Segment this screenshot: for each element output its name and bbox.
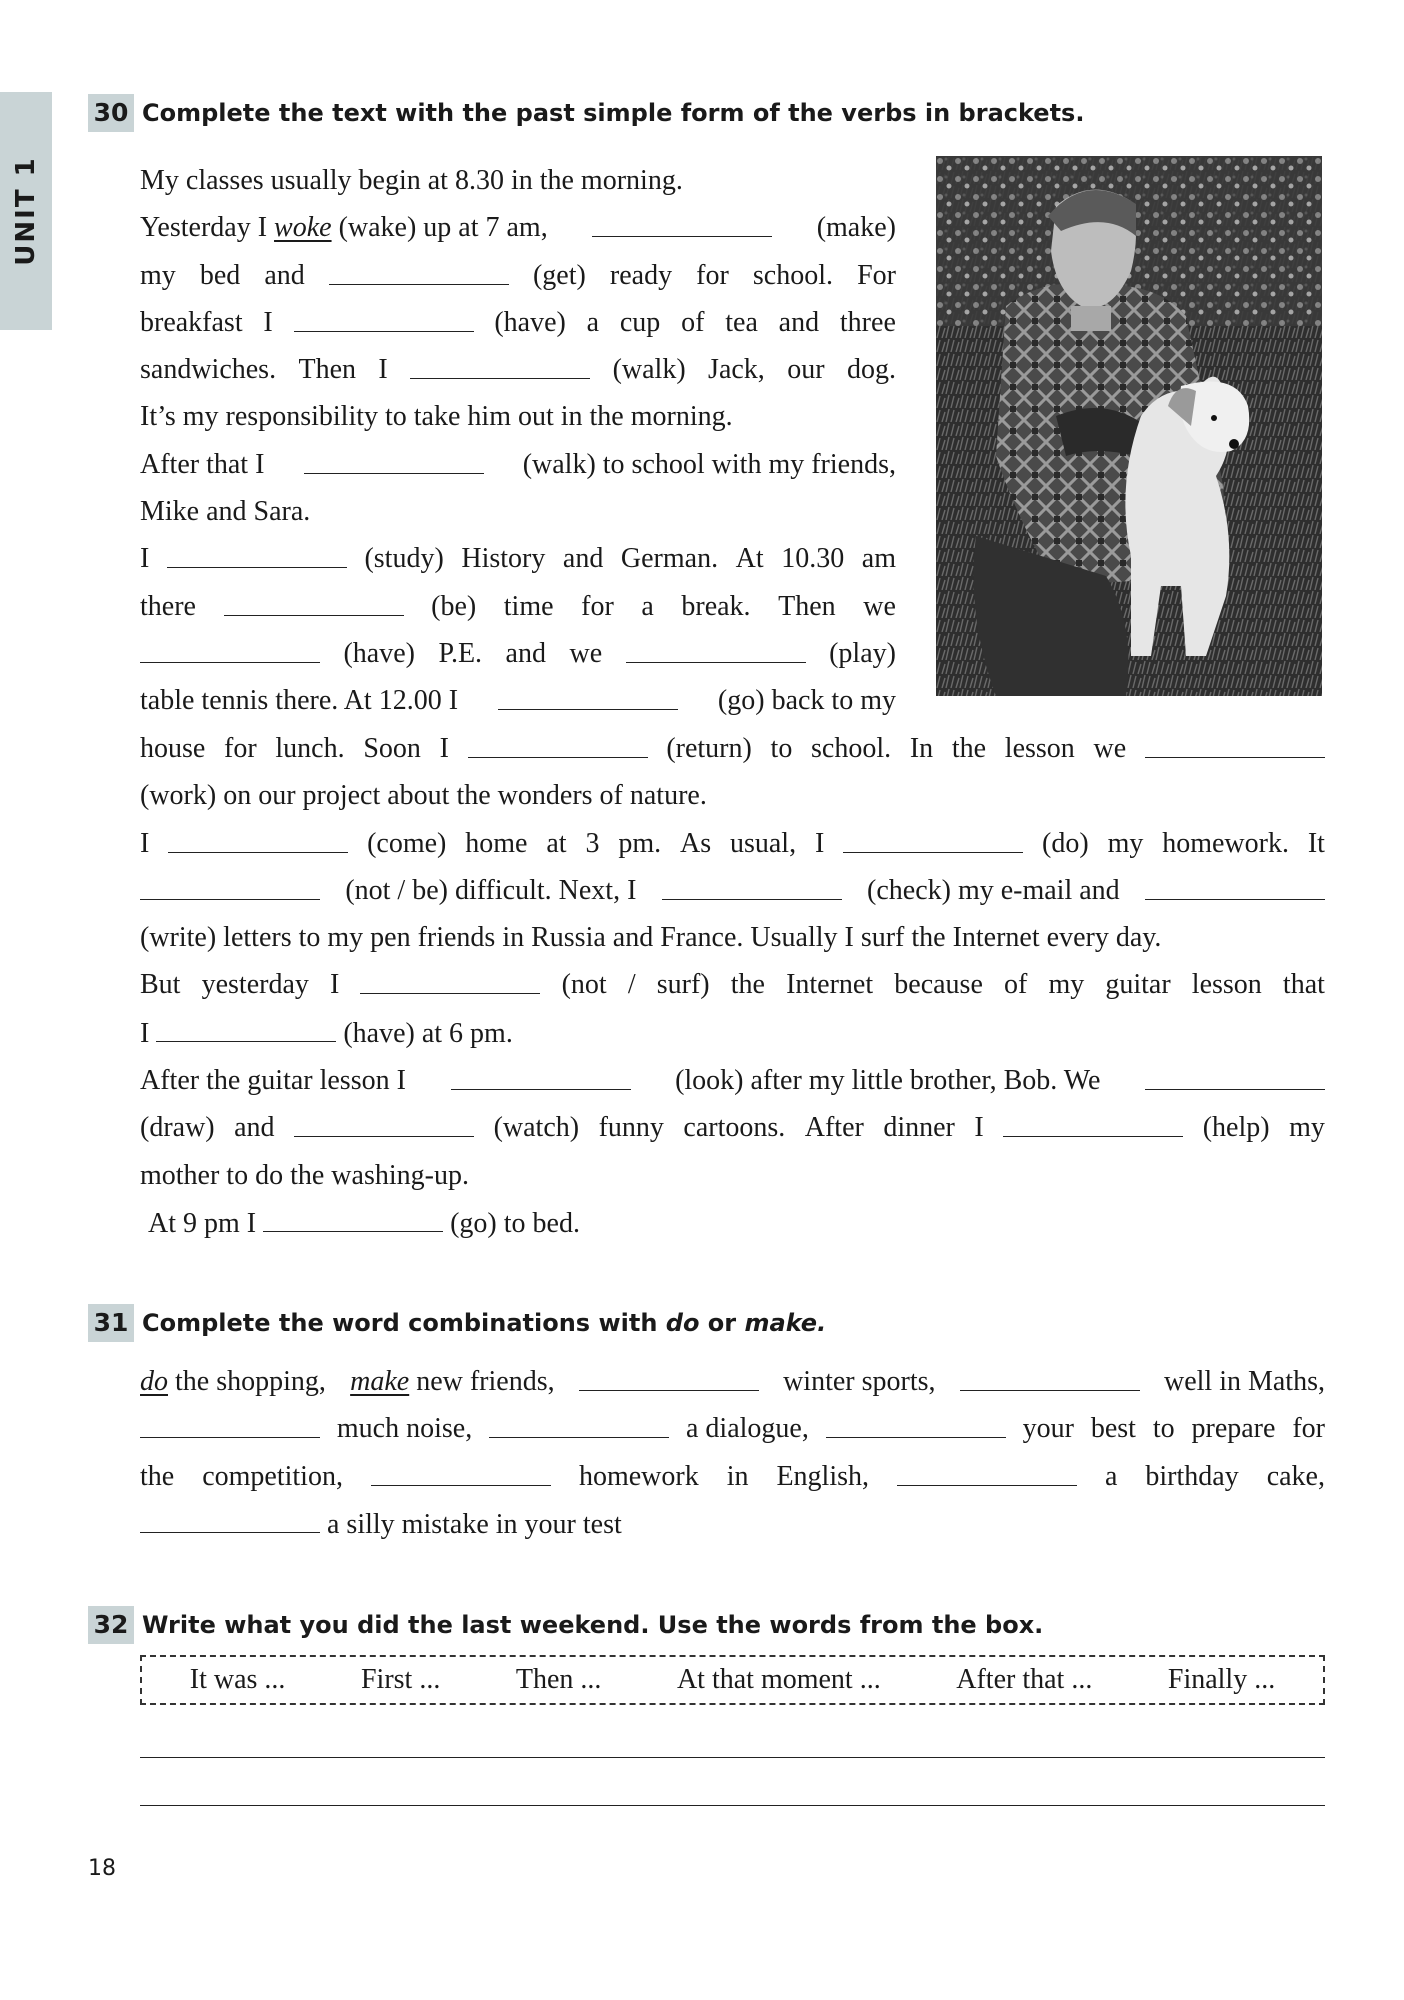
- exercise-31-text: [140, 1358, 1325, 1548]
- answer-blank[interactable]: [826, 1405, 1006, 1438]
- text-word: and: [264, 259, 305, 291]
- text-word: In: [909, 733, 934, 764]
- answer-blank[interactable]: [304, 441, 484, 474]
- instruction-keyword-do: do: [665, 1309, 700, 1337]
- text-word: my: [1107, 827, 1144, 859]
- text-line: [140, 393, 896, 440]
- text-line: [140, 346, 896, 393]
- text-word: breakfast: [140, 306, 243, 338]
- text-word: for: [696, 259, 729, 291]
- text-line: [140, 1009, 1325, 1057]
- text-word: because: [894, 969, 983, 1001]
- text-word: I: [378, 354, 388, 386]
- answer-blank[interactable]: [140, 630, 320, 663]
- text-segment: (go) to bed.: [450, 1207, 580, 1239]
- text-word: dog.: [846, 354, 896, 386]
- answer-blank[interactable]: [662, 867, 842, 900]
- answer-blank[interactable]: [468, 725, 648, 758]
- text-word: (do): [1042, 827, 1089, 859]
- text-segment: (go) back to my: [717, 685, 896, 717]
- text-word: a: [1104, 1460, 1118, 1492]
- text-word: the: [140, 1460, 175, 1492]
- example-answer-make: make: [350, 1366, 410, 1397]
- text-line: [140, 583, 896, 630]
- text-segment: (not / be) difficult. Next, I: [345, 874, 637, 906]
- writing-line[interactable]: [140, 1757, 1325, 1758]
- text-word: I: [263, 306, 273, 338]
- text-word: competition,: [202, 1460, 343, 1492]
- text-word: and: [778, 306, 820, 338]
- text-line: [140, 1057, 1325, 1104]
- text-line: [140, 867, 1325, 914]
- text-word: (watch): [493, 1112, 580, 1144]
- exercise-30-text-left: [140, 157, 896, 725]
- answer-blank[interactable]: [489, 1405, 669, 1438]
- text-segment: (look) after my little brother, Bob. We: [675, 1065, 1101, 1097]
- text-word: and: [505, 637, 546, 669]
- text-segment: well in Maths,: [1163, 1366, 1325, 1397]
- text-line: [140, 961, 1325, 1008]
- text-line: [140, 1199, 1325, 1247]
- box-word: Then ...: [515, 1664, 602, 1695]
- text-word: As: [679, 827, 712, 859]
- text-word: At: [735, 543, 764, 575]
- answer-blank[interactable]: [168, 820, 348, 853]
- answer-blank[interactable]: [451, 1057, 631, 1090]
- answer-blank[interactable]: [156, 1009, 336, 1042]
- text-word: our: [787, 354, 825, 386]
- text-word: I: [140, 1017, 150, 1049]
- text-word: and: [234, 1112, 275, 1144]
- text-word: (draw): [140, 1112, 215, 1144]
- text-word: school.: [752, 259, 834, 291]
- text-line: [140, 1358, 1325, 1405]
- text-word: my: [1048, 969, 1085, 1001]
- answer-blank[interactable]: [1145, 1057, 1325, 1090]
- text-word: lesson: [1004, 733, 1075, 764]
- text-line: [140, 1152, 1325, 1199]
- text-word: the: [951, 733, 987, 764]
- text-word: your: [1022, 1413, 1074, 1445]
- text-line: [140, 252, 896, 299]
- text-word: to: [770, 733, 793, 764]
- text-word: pm.: [618, 827, 662, 859]
- box-word: At that moment ...: [676, 1664, 881, 1695]
- box-word: After that ...: [956, 1664, 1093, 1695]
- text-line: [140, 820, 1325, 867]
- exercise-30-text-full: [140, 725, 1325, 1247]
- text-word: (walk): [612, 354, 686, 386]
- text-line: [140, 630, 896, 677]
- text-word: break.: [681, 590, 751, 622]
- text-word: of: [1004, 969, 1028, 1001]
- text-word: (help): [1202, 1112, 1270, 1144]
- text-word: (play): [829, 637, 896, 669]
- text-line: [140, 204, 896, 251]
- text-word: 3: [585, 827, 600, 859]
- text-line: [140, 1405, 1325, 1452]
- example-answer-do: do: [140, 1366, 168, 1397]
- text-word: in: [726, 1460, 749, 1492]
- text-segment: much noise,: [336, 1413, 473, 1445]
- text-word: (be): [431, 590, 477, 622]
- text-word: dinner: [883, 1112, 955, 1144]
- text-word: English,: [776, 1460, 870, 1492]
- text-word: (get): [532, 259, 586, 291]
- text-word: Soon: [363, 733, 421, 764]
- text-word: (return): [666, 733, 752, 764]
- word-box: [140, 1655, 1325, 1705]
- text-segment: mother to do the washing-up.: [140, 1159, 469, 1191]
- text-segment: [350, 1358, 554, 1405]
- text-word: (come): [367, 827, 447, 859]
- text-word: Internet: [786, 969, 874, 1001]
- text-word: for: [224, 733, 257, 764]
- answer-blank[interactable]: [224, 583, 404, 616]
- answer-blank[interactable]: [498, 677, 678, 710]
- text-word: I: [814, 827, 825, 859]
- text-word: prepare: [1191, 1413, 1276, 1445]
- example-answer: woke: [274, 212, 332, 244]
- text-word: lesson: [1191, 969, 1262, 1001]
- answer-blank[interactable]: [1003, 1104, 1183, 1137]
- answer-blank[interactable]: [167, 535, 347, 568]
- text-word: ready: [609, 259, 673, 291]
- text-segment: (write) letters to my pen friends in Russia and France. Usually I surf the Internet every day.: [140, 922, 1162, 954]
- text-word: funny: [598, 1112, 664, 1144]
- answer-blank[interactable]: [140, 867, 320, 900]
- writing-line[interactable]: [140, 1805, 1325, 1806]
- text-word: and: [562, 543, 604, 575]
- text-word: (have): [494, 306, 566, 338]
- text-line: [140, 677, 896, 724]
- answer-blank[interactable]: [843, 820, 1023, 853]
- text-word: we: [569, 637, 603, 669]
- text-segment: winter sports,: [783, 1366, 936, 1397]
- text-word: cup: [619, 306, 661, 338]
- text-word: at: [546, 827, 567, 859]
- photo-illustration: [936, 156, 1322, 696]
- text-word: It: [1307, 827, 1325, 859]
- text-word: lunch.: [275, 733, 345, 764]
- text-word: Then: [298, 354, 357, 386]
- answer-blank[interactable]: [579, 1358, 759, 1391]
- exercise-number: 32: [88, 1606, 134, 1644]
- text-segment: [140, 1358, 326, 1405]
- text-word: (not: [561, 969, 607, 1001]
- unit-tab-label: UNIT 1: [11, 156, 41, 266]
- text-line: [140, 1104, 1325, 1151]
- text-word: the shopping,: [175, 1366, 326, 1397]
- box-word: It was ...: [189, 1664, 286, 1695]
- text-segment: My classes usually begin at 8.30 in the morning.: [140, 165, 683, 196]
- text-word: German.: [620, 543, 719, 575]
- answer-blank[interactable]: [140, 1500, 320, 1533]
- answer-blank[interactable]: [410, 346, 590, 379]
- text-line: [140, 441, 896, 488]
- text-word: a: [586, 306, 600, 338]
- text-word: I: [330, 969, 340, 1001]
- instruction-keyword-make: make.: [744, 1309, 827, 1337]
- answer-blank[interactable]: [1145, 725, 1325, 758]
- text-word: I: [140, 827, 150, 859]
- text-word: three: [839, 306, 896, 338]
- text-word: (study): [364, 543, 444, 575]
- text-word: a: [641, 590, 654, 622]
- text-word: homework.: [1162, 827, 1289, 859]
- answer-blank[interactable]: [371, 1453, 551, 1486]
- box-word: Finally ...: [1167, 1664, 1276, 1695]
- answer-blank[interactable]: [897, 1453, 1077, 1486]
- text-word: Jack,: [708, 354, 765, 386]
- text-line: [140, 1453, 1325, 1500]
- text-word: bed: [199, 259, 241, 291]
- text-word: new friends,: [416, 1366, 555, 1397]
- answer-blank[interactable]: [294, 1104, 474, 1137]
- text-word: tea: [725, 306, 758, 338]
- text-word: I: [439, 733, 449, 764]
- text-segment: It’s my responsibility to take him out in the morning.: [140, 401, 733, 433]
- text-word: homework: [578, 1460, 699, 1492]
- box-word: First ...: [360, 1664, 441, 1695]
- text-line: [140, 725, 1325, 772]
- text-word: we: [1093, 733, 1127, 764]
- text-segment: a silly mistake in your test: [327, 1508, 622, 1540]
- text-word: I: [974, 1112, 984, 1144]
- text-segment: After the guitar lesson I: [140, 1065, 406, 1097]
- text-segment: Mike and Sara.: [140, 496, 311, 528]
- exercise-32-heading: [88, 1605, 1043, 1645]
- answer-blank[interactable]: [329, 252, 509, 285]
- text-line: [140, 535, 896, 582]
- exercise-number: 31: [88, 1304, 134, 1342]
- text-word: the: [730, 969, 765, 1001]
- text-line: [140, 1500, 1325, 1548]
- text-word: my: [1289, 1112, 1325, 1144]
- text-word: History: [461, 543, 546, 575]
- text-word: (have): [343, 637, 415, 669]
- boy-with-dog-photo: [936, 156, 1322, 696]
- text-word: I: [140, 543, 150, 575]
- text-word: /: [627, 969, 636, 1001]
- text-segment: [140, 204, 548, 251]
- exercise-instruction: [142, 1309, 826, 1337]
- text-word: After: [804, 1112, 864, 1144]
- page-number: 18: [88, 1856, 116, 1881]
- text-segment: At 9 pm I: [148, 1207, 257, 1239]
- text-line: [140, 157, 896, 204]
- instruction-text: Complete the word combinations with: [142, 1309, 658, 1337]
- exercise-number: 30: [88, 94, 134, 132]
- text-word: time: [503, 590, 554, 622]
- instruction-text: or: [707, 1309, 737, 1337]
- exercise-31-heading: [88, 1303, 826, 1343]
- text-line: [140, 914, 1325, 961]
- text-word: of: [681, 306, 705, 338]
- text-word: cake,: [1266, 1460, 1325, 1492]
- text-segment: (walk) to school with my friends,: [522, 448, 896, 480]
- text-word: we: [863, 590, 896, 622]
- exercise-30-heading: [88, 93, 1084, 133]
- answer-blank[interactable]: [592, 204, 772, 237]
- answer-blank[interactable]: [960, 1358, 1140, 1391]
- text-word: surf): [656, 969, 710, 1001]
- text-line: [140, 772, 1325, 819]
- text-word: that: [1282, 969, 1325, 1001]
- answer-blank[interactable]: [626, 630, 806, 663]
- text-word: best: [1090, 1413, 1136, 1445]
- answer-blank[interactable]: [360, 961, 540, 994]
- exercise-instruction: Complete the text with the past simple form of the verbs in brackets.: [142, 99, 1085, 127]
- text-line: [140, 299, 896, 346]
- text-word: (make): [816, 212, 896, 244]
- text-segment: (check) my e-mail and: [867, 874, 1120, 906]
- text-word: usual,: [729, 827, 797, 859]
- text-word: there: [140, 590, 196, 622]
- text-word: my: [140, 259, 176, 291]
- text-word: sandwiches.: [140, 354, 277, 386]
- text-word: school.: [811, 733, 892, 764]
- text-word: to: [1152, 1413, 1175, 1445]
- text-segment: a dialogue,: [685, 1413, 809, 1445]
- answer-blank[interactable]: [263, 1199, 443, 1232]
- unit-side-tab: [0, 92, 52, 330]
- text-segment: table tennis there. At 12.00 I: [140, 685, 459, 717]
- text-line: [140, 488, 896, 535]
- answer-blank[interactable]: [294, 299, 474, 332]
- exercise-instruction: Write what you did the last weekend. Use the words from the box.: [142, 1611, 1044, 1639]
- text-word: birthday: [1145, 1460, 1239, 1492]
- text-word: (wake) up at 7 am,: [338, 212, 548, 244]
- text-segment: After that I: [140, 448, 265, 480]
- text-word: guitar: [1105, 969, 1171, 1001]
- text-word: Then: [778, 590, 836, 622]
- text-segment: (have) at 6 pm.: [343, 1017, 513, 1049]
- text-word: for: [1292, 1413, 1325, 1445]
- text-word: 10.30: [781, 543, 845, 575]
- text-word: For: [857, 259, 896, 291]
- text-segment: (work) on our project about the wonders of nature.: [140, 780, 707, 812]
- text-word: yesterday: [201, 969, 309, 1001]
- text-word: am: [861, 543, 896, 575]
- text-word: P.E.: [438, 637, 483, 669]
- answer-blank[interactable]: [1145, 867, 1325, 900]
- answer-blank[interactable]: [140, 1405, 320, 1438]
- text-word: for: [581, 590, 614, 622]
- text-word: house: [140, 733, 206, 764]
- text-word: Yesterday I: [140, 212, 268, 244]
- text-word: home: [465, 827, 528, 859]
- text-word: But: [140, 969, 181, 1001]
- text-word: cartoons.: [683, 1112, 786, 1144]
